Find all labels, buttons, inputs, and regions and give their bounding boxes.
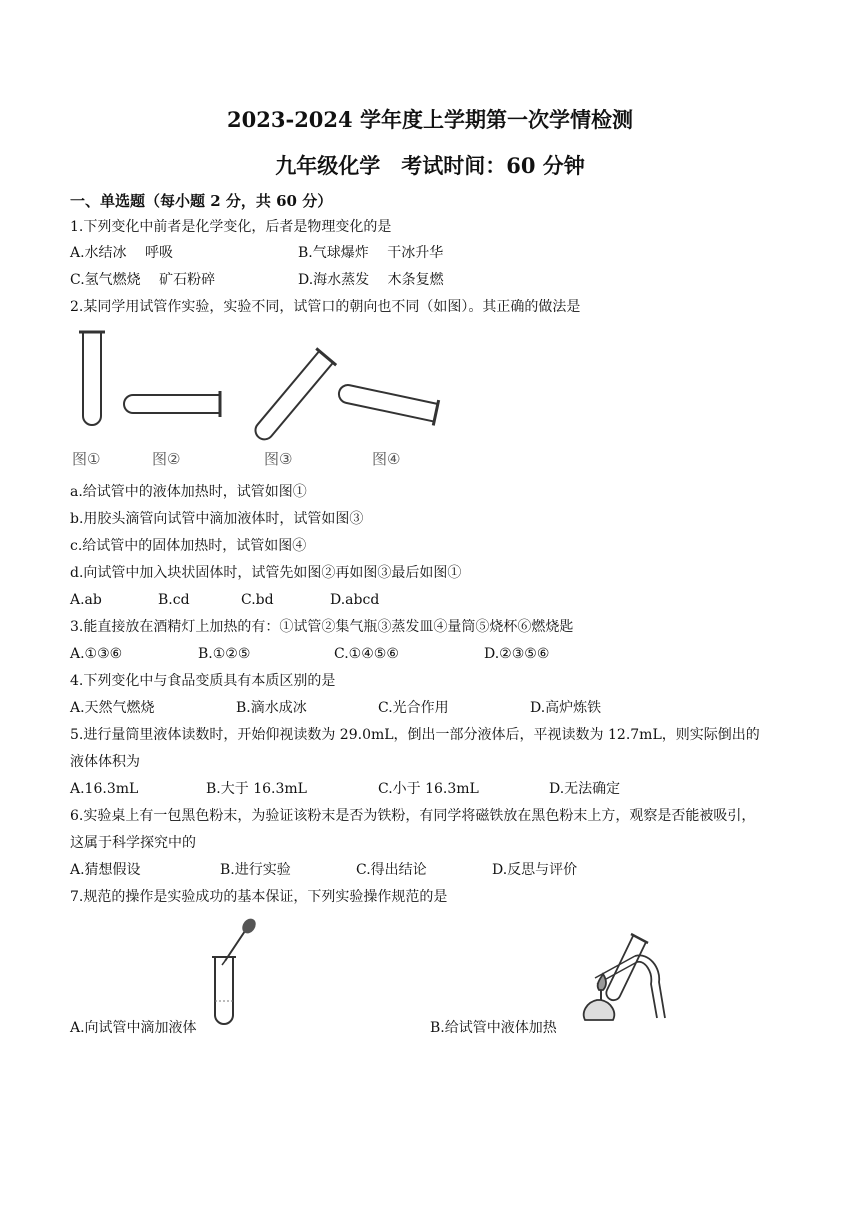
exam-subtitle: 九年级化学 考试时间：60 分钟 bbox=[275, 153, 585, 178]
q6-option-a: A.猜想假设 bbox=[70, 862, 141, 878]
q4-option-b: B.滴水成冰 bbox=[236, 700, 307, 716]
q5-option-a: A.16.3mL bbox=[70, 781, 139, 797]
dropper-test-tube-icon bbox=[205, 915, 265, 1035]
q2-statement-c: c.给试管中的固体加热时，试管如图④ bbox=[70, 538, 307, 554]
q5-option-d: D.无法确定 bbox=[549, 781, 621, 797]
q3-option-b: B.①②⑤ bbox=[198, 646, 251, 662]
figure-label-1: 图① bbox=[72, 450, 101, 468]
test-tube-figures bbox=[0, 320, 860, 500]
q2-option-a: A.ab bbox=[70, 592, 102, 608]
heating-test-tube-icon bbox=[565, 928, 665, 1033]
q1-stem: 1.下列变化中前者是化学变化，后者是物理变化的是 bbox=[70, 219, 392, 235]
q5-option-c: C.小于 16.3mL bbox=[378, 781, 479, 797]
q5-stem-line-1: 5.进行量筒里液体读数时，开始仰视读数为 29.0mL，倒出一部分液体后，平视读数为 12.7mL，则实际倒出的 bbox=[70, 727, 760, 743]
q7-option-b: B.给试管中液体加热 bbox=[430, 1020, 557, 1036]
q6-option-b: B.进行实验 bbox=[220, 862, 291, 878]
q2-stem: 2.某同学用试管作实验，实验不同，试管口的朝向也不同（如图）。其正确的做法是 bbox=[70, 299, 581, 315]
q6-option-c: C.得出结论 bbox=[356, 862, 427, 878]
q3-stem: 3.能直接放在酒精灯上加热的有：①试管②集气瓶③蒸发皿④量筒⑤烧杯⑥燃烧匙 bbox=[70, 619, 574, 635]
q6-stem-line-2: 这属于科学探究中的 bbox=[70, 835, 196, 851]
q7-stem: 7.规范的操作是实验成功的基本保证，下列实验操作规范的是 bbox=[70, 889, 448, 905]
test-tube-4-icon bbox=[336, 379, 438, 425]
q1-option-c: C.氢气燃烧 矿石粉碎 bbox=[70, 272, 216, 288]
q7-option-a: A.向试管中滴加液体 bbox=[70, 1020, 197, 1036]
q1-option-a: A.水结冰 呼吸 bbox=[70, 245, 174, 261]
q4-option-d: D.高炉炼铁 bbox=[530, 700, 602, 716]
q3-option-c: C.①④⑤⑥ bbox=[334, 646, 399, 662]
q5-option-b: B.大于 16.3mL bbox=[206, 781, 307, 797]
q2-option-d: D.abcd bbox=[330, 592, 380, 608]
q3-option-a: A.①③⑥ bbox=[70, 646, 123, 662]
figure-label-4: 图④ bbox=[372, 450, 401, 468]
q2-statement-b: b.用胶头滴管向试管中滴加液体时，试管如图③ bbox=[70, 511, 364, 527]
test-tube-2-icon bbox=[124, 391, 220, 417]
exam-title: 2023-2024 学年度上学期第一次学情检测 bbox=[227, 107, 633, 132]
q4-option-c: C.光合作用 bbox=[378, 700, 449, 716]
q2-option-b: B.cd bbox=[158, 592, 190, 608]
q4-option-a: A.天然气燃烧 bbox=[70, 700, 155, 716]
q2-statement-d: d.向试管中加入块状固体时，试管先如图②再如图③最后如图① bbox=[70, 565, 462, 581]
figure-label-2: 图② bbox=[152, 450, 181, 468]
q6-option-d: D.反思与评价 bbox=[492, 862, 578, 878]
test-tube-3-icon bbox=[249, 348, 336, 445]
q3-option-d: D.②③⑤⑥ bbox=[484, 646, 550, 662]
q1-option-b: B.气球爆炸 干冰升华 bbox=[298, 245, 444, 261]
q5-stem-line-2: 液体体积为 bbox=[70, 754, 140, 770]
figure-label-3: 图③ bbox=[264, 450, 293, 468]
q2-statement-a: a.给试管中的液体加热时，试管如图① bbox=[70, 484, 307, 500]
q4-stem: 4.下列变化中与食品变质具有本质区别的是 bbox=[70, 673, 336, 689]
section-heading: 一、单选题（每小题 2 分，共 60 分） bbox=[70, 192, 333, 210]
q1-option-d: D.海水蒸发 木条复燃 bbox=[298, 272, 444, 288]
q2-option-c: C.bd bbox=[241, 592, 274, 608]
test-tube-1-icon bbox=[79, 332, 105, 425]
q6-stem-line-1: 6.实验桌上有一包黑色粉末，为验证该粉末是否为铁粉，有同学将磁铁放在黑色粉末上方，观察是否能被吸引， bbox=[70, 808, 756, 824]
